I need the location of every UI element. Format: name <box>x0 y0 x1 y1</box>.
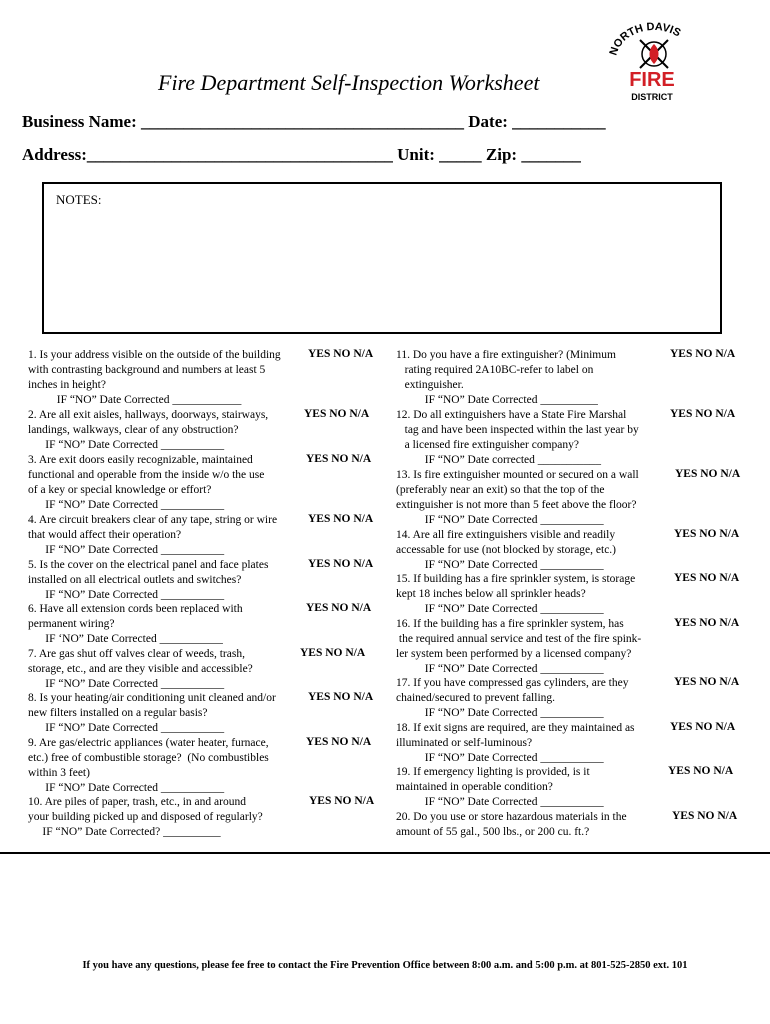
answer-9[interactable]: YES NO N/A <box>306 736 372 748</box>
notes-label: NOTES: <box>56 192 102 207</box>
answer-20[interactable]: YES NO N/A <box>672 810 738 822</box>
answer-7[interactable]: YES NO N/A <box>300 647 366 659</box>
question-19: 19. If emergency lighting is provided, is it maintained in operable condition? IF “NO” Date Corrected ___________ <box>396 766 604 808</box>
question-2: 2. Are all exit aisles, hallways, doorways, stairways, landings, walkways, clear of any obstruction? IF “NO” Date Corrected ___________ <box>28 409 269 451</box>
logo-top-text: NORTH DAVIS <box>607 20 683 57</box>
answer-2[interactable]: YES NO N/A <box>304 408 370 420</box>
answer-4[interactable]: YES NO N/A <box>308 513 374 525</box>
question-17: 17. If you have compressed gas cylinders, are they chained/secured to prevent falling. IF “NO” Date Corrected ___________ <box>396 677 629 719</box>
question-7: 7. Are gas shut off valves clear of weeds, trash, storage, etc., and are they visible and accessible? IF “NO” Date Corrected ___________ <box>28 648 253 690</box>
answer-14[interactable]: YES NO N/A <box>674 528 740 540</box>
question-11: 11. Do you have a fire extinguisher? (Minimum rating required 2A10BC-refer to label on extinguisher. IF “NO” Date Corrected __________ <box>396 349 616 406</box>
notes-box[interactable] <box>42 182 722 334</box>
question-1: 1. Is your address visible on the outside of the building with contrasting background and numbers at least 5 inches in height? IF “NO” Date Corrected ____________ <box>28 349 281 406</box>
answer-5[interactable]: YES NO N/A <box>308 558 374 570</box>
answer-10[interactable]: YES NO N/A <box>309 795 375 807</box>
logo-bottom-text: DISTRICT <box>631 92 673 102</box>
question-10: 10. Are piles of paper, trash, etc., in and around your building picked up and disposed of regularly? IF “NO” Date Corrected? __________ <box>28 796 263 838</box>
answer-12[interactable]: YES NO N/A <box>670 408 736 420</box>
answer-3[interactable]: YES NO N/A <box>306 453 372 465</box>
answer-1[interactable]: YES NO N/A <box>308 348 374 360</box>
question-8: 8. Is your heating/air conditioning unit cleaned and/or new filters installed on a regular basis? IF “NO” Date Corrected ___________ <box>28 692 276 734</box>
question-3: 3. Are exit doors easily recognizable, maintained functional and operable from the inside w/o the use of a key or special knowledge or effort? IF “NO” Date Corrected ___________ <box>28 454 265 511</box>
question-14: 14. Are all fire extinguishers visible and readily accessable for use (not blocked by storage, etc.) IF “NO” Date Corrected ___________ <box>396 529 617 571</box>
answer-19[interactable]: YES NO N/A <box>668 765 734 777</box>
answer-18[interactable]: YES NO N/A <box>670 721 736 733</box>
question-5: 5. Is the cover on the electrical panel and face plates installed on all electrical outlets and switches? IF “NO” Date Corrected ___________ <box>28 559 269 601</box>
answer-8[interactable]: YES NO N/A <box>308 691 374 703</box>
answer-11[interactable]: YES NO N/A <box>670 348 736 360</box>
answer-16[interactable]: YES NO N/A <box>674 617 740 629</box>
question-18: 18. If exit signs are required, are they maintained as illuminated or self-luminous? IF “NO” Date Corrected ___________ <box>396 722 635 764</box>
address-line[interactable]: Address:____________________________________ Unit: _____ Zip: _______ <box>22 145 581 164</box>
section-divider <box>0 852 770 854</box>
footer-contact-note: If you have any questions, please fee free to contact the Fire Prevention Office between 8:00 a.m. and 5:00 p.m. at 801-525-2850 ext. 101 <box>82 960 688 971</box>
answer-6[interactable]: YES NO N/A <box>306 602 372 614</box>
question-6: 6. Have all extension cords been replaced with permanent wiring? IF ‘NO” Date Corrected ___________ <box>28 603 243 645</box>
fire-district-logo <box>606 20 698 106</box>
question-13: 13. Is fire extinguisher mounted or secured on a wall (preferably near an exit) so that the top of the extinguisher is not more than 5 feet above the floor? IF “NO” Date Corrected ___________ <box>396 469 639 526</box>
question-12: 12. Do all extinguishers have a State Fire Marshal tag and have been inspected within the last year by a licensed fire extinguisher company? IF “NO” Date corrected ___________ <box>396 409 639 466</box>
question-9: 9. Are gas/electric appliances (water heater, furnace, etc.) free of combustible storage? (No combustibles within 3 feet) IF “NO” Date Corrected ___________ <box>28 737 269 794</box>
fire-logo-icon <box>606 20 698 106</box>
answer-13[interactable]: YES NO N/A <box>675 468 741 480</box>
question-15: 15. If building has a fire sprinkler system, is storage kept 18 inches below all sprinkler heads? IF “NO” Date Corrected ___________ <box>396 573 636 615</box>
answer-17[interactable]: YES NO N/A <box>674 676 740 688</box>
logo-main-text: FIRE <box>629 69 675 91</box>
question-16: 16. If the building has a fire sprinkler system, has the required annual service and test of the fire spink- ler system been performed by a licensed company? IF “NO” Date Corrected ___________ <box>396 618 642 675</box>
answer-15[interactable]: YES NO N/A <box>674 572 740 584</box>
page-title: Fire Department Self-Inspection Worksheet <box>158 70 540 95</box>
question-4: 4. Are circuit breakers clear of any tape, string or wire that would affect their operation? IF “NO” Date Corrected ___________ <box>28 514 278 556</box>
svg-text:NORTH DAVIS <box>608 21 683 57</box>
question-20: 20. Do you use or store hazardous materials in the amount of 55 gal., 500 lbs., or 200 cu. ft.? <box>396 811 627 838</box>
business-date-line[interactable]: Business Name: ______________________________________ Date: ___________ <box>22 112 606 131</box>
